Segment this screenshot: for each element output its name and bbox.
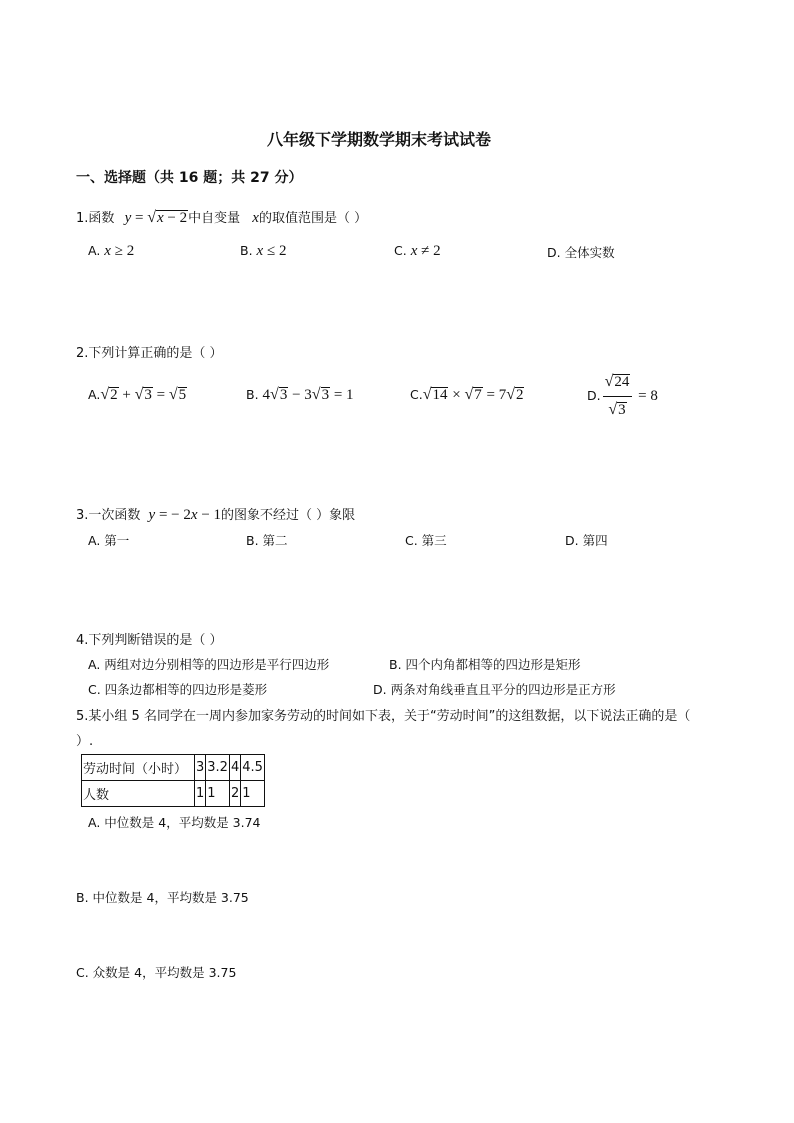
table-row <box>82 781 265 807</box>
q5-option-c[interactable]: C. 众数是 4，平均数是 3.75 <box>76 965 237 980</box>
q1-option-a[interactable] <box>88 241 134 261</box>
q2-option-b-formula: 4√3 − 3√3 = 1 <box>262 386 354 403</box>
q3-option-c[interactable]: C. 第三 <box>405 533 447 548</box>
table-cell: 3.2 <box>206 755 230 781</box>
option-label: C. <box>410 387 423 402</box>
q3-function-formula: y = − 2x − 1 <box>148 507 222 523</box>
question-3-post: 的图象不经过（ ）象限 <box>221 508 356 523</box>
q3-option-a[interactable]: A. 第一 <box>88 533 130 548</box>
q4-option-d[interactable]: D. 两条对角线垂直且平分的四边形是正方形 <box>373 682 616 697</box>
q5-option-b[interactable]: B. 中位数是 4，平均数是 3.75 <box>76 890 249 905</box>
page-title: 八年级下学期数学期末考试试卷 <box>267 130 492 149</box>
q1-option-d-text: 全体实数 <box>564 245 615 260</box>
q1-option-b[interactable] <box>240 241 286 261</box>
q4-option-a[interactable]: A. 两组对边分别相等的四边形是平行四边形 <box>88 657 330 672</box>
q2-option-d-fraction: $\frac{√24}{√3}$ <box>603 370 633 422</box>
q1-option-c[interactable] <box>394 241 441 261</box>
q1-variable: x <box>252 210 259 226</box>
q2-option-a-formula: √2 + √3 = √5 <box>100 386 187 403</box>
q3-option-d[interactable]: D. 第四 <box>565 533 608 548</box>
q4-option-b[interactable]: B. 四个内角都相等的四边形是矩形 <box>389 657 581 672</box>
table-cell: 1 <box>241 781 265 807</box>
q2-option-d[interactable] <box>587 370 658 422</box>
q1-function-formula: y = √x − 2 <box>124 209 188 226</box>
question-5-stem: 5.某小组 5 名同学在一周内参加家务劳动的时间如下表，关于“劳动时间”的这组数据，以下说法正确的是（ <box>76 709 691 724</box>
q2-option-d-result: = 8 <box>634 388 658 404</box>
question-3-stem <box>76 504 355 527</box>
option-label: A. <box>88 387 101 402</box>
q3-option-b[interactable]: B. 第二 <box>246 533 288 548</box>
option-label: D. <box>587 388 601 403</box>
option-label: B. <box>246 387 259 402</box>
question-1-pre: 函数 <box>88 211 115 226</box>
table-cell: 1 <box>195 781 206 807</box>
question-5-stem-continued: ）. <box>76 734 94 749</box>
option-label: C. <box>394 243 407 258</box>
q1-option-d[interactable] <box>547 243 615 263</box>
table-cell: 4.5 <box>241 755 265 781</box>
question-4-stem: 4.下列判断错误的是（ ） <box>76 633 223 648</box>
question-1-post: 中自变量 <box>188 211 241 226</box>
q2-option-b[interactable] <box>246 383 354 407</box>
table-cell: 劳动时间（小时） <box>82 755 195 781</box>
table-row <box>82 755 265 781</box>
q5-data-table <box>81 754 265 807</box>
q1-option-b-formula: x ≤ 2 <box>256 243 287 259</box>
option-label: B. <box>240 243 253 258</box>
table-cell: 2 <box>229 781 240 807</box>
question-1-tail: 的取值范围是（ ） <box>258 211 368 226</box>
table-cell: 3 <box>195 755 206 781</box>
option-label: D. <box>547 245 561 260</box>
section-heading: 一、选择题（共 16 题；共 27 分） <box>76 170 303 186</box>
q2-option-c-formula: √14 × √7 = 7√2 <box>422 386 524 403</box>
question-3-pre: 3.一次函数 <box>76 508 141 523</box>
q1-option-a-formula: x ≥ 2 <box>104 243 135 259</box>
q1-option-c-formula: x ≠ 2 <box>410 243 441 259</box>
table-cell: 人数 <box>82 781 195 807</box>
table-cell: 1 <box>206 781 230 807</box>
table-cell: 4 <box>229 755 240 781</box>
option-label: A. <box>88 243 101 258</box>
question-1-number: 1. <box>76 211 89 226</box>
q2-option-a[interactable] <box>88 383 187 407</box>
question-1-stem <box>76 206 367 230</box>
q4-option-c[interactable]: C. 四条边都相等的四边形是菱形 <box>88 682 268 697</box>
question-2-stem: 2.下列计算正确的是（ ） <box>76 346 223 361</box>
q2-option-c[interactable] <box>410 383 524 407</box>
q5-option-a[interactable]: A. 中位数是 4，平均数是 3.74 <box>88 815 261 830</box>
